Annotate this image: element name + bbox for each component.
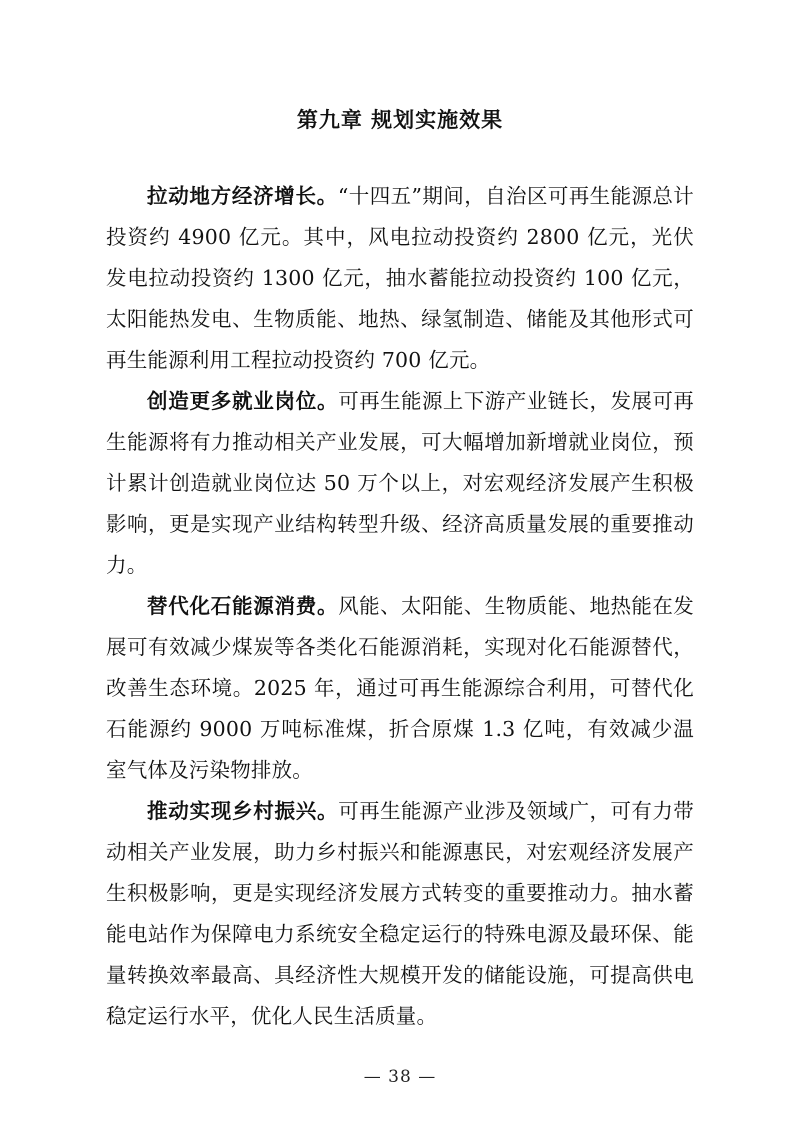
paragraph <box>106 586 694 791</box>
paragraph-lead: 推动实现乡村振兴。 <box>147 799 339 823</box>
paragraph <box>106 176 694 381</box>
paragraph-text: “十四五”期间，自治区可再生能源总计投资约 4900 亿元。其中，风电拉动投资约 2800 亿元，光伏发电拉动投资约 1300 亿元，抽水蓄能拉动投资约 100 亿元，太阳能热发电、生物质能、地热、绿氢制造、储能及其他形式可再生能源利用工程拉动投资约 700 亿元。 <box>106 184 695 372</box>
document-body <box>106 134 694 1037</box>
paragraph <box>106 791 694 1037</box>
paragraph-text: 可再生能源产业涉及领域广，可有力带动相关产业发展，助力乡村振兴和能源惠民，对宏观经济发展产生积极影响，更是实现经济发展方式转变的重要推动力。抽水蓄能电站作为保障电力系统安全稳定运行的特殊电源及最环保、能量转换效率最高、具经济性大规模开发的储能设施，可提高供电稳定运行水平，优化人民生活质量。 <box>106 799 695 1028</box>
paragraph-lead: 创造更多就业岗位。 <box>147 389 339 413</box>
page-title: 第九章 规划实施效果 <box>296 108 504 132</box>
page-number: — 38 — <box>363 1067 437 1087</box>
paragraph-text: 风能、太阳能、生物质能、地热能在发展可有效减少煤炭等各类化石能源消耗，实现对化石能源替代，改善生态环境。2025 年，通过可再生能源综合利用，可替代化石能源约 9000 万吨标准煤，折合原煤 1.3 亿吨，有效减少温室气体及污染物排放。 <box>106 594 695 782</box>
paragraph-lead: 替代化石能源消费。 <box>147 594 339 618</box>
paragraph-text: 可再生能源上下游产业链长，发展可再生能源将有力推动相关产业发展，可大幅增加新增就业岗位，预计累计创造就业岗位达 50 万个以上，对宏观经济发展产生积极影响，更是实现产业结构转型升级、经济高质量发展的重要推动力。 <box>106 389 695 577</box>
paragraph <box>106 381 694 586</box>
paragraph-lead: 拉动地方经济增长。 <box>147 184 338 208</box>
